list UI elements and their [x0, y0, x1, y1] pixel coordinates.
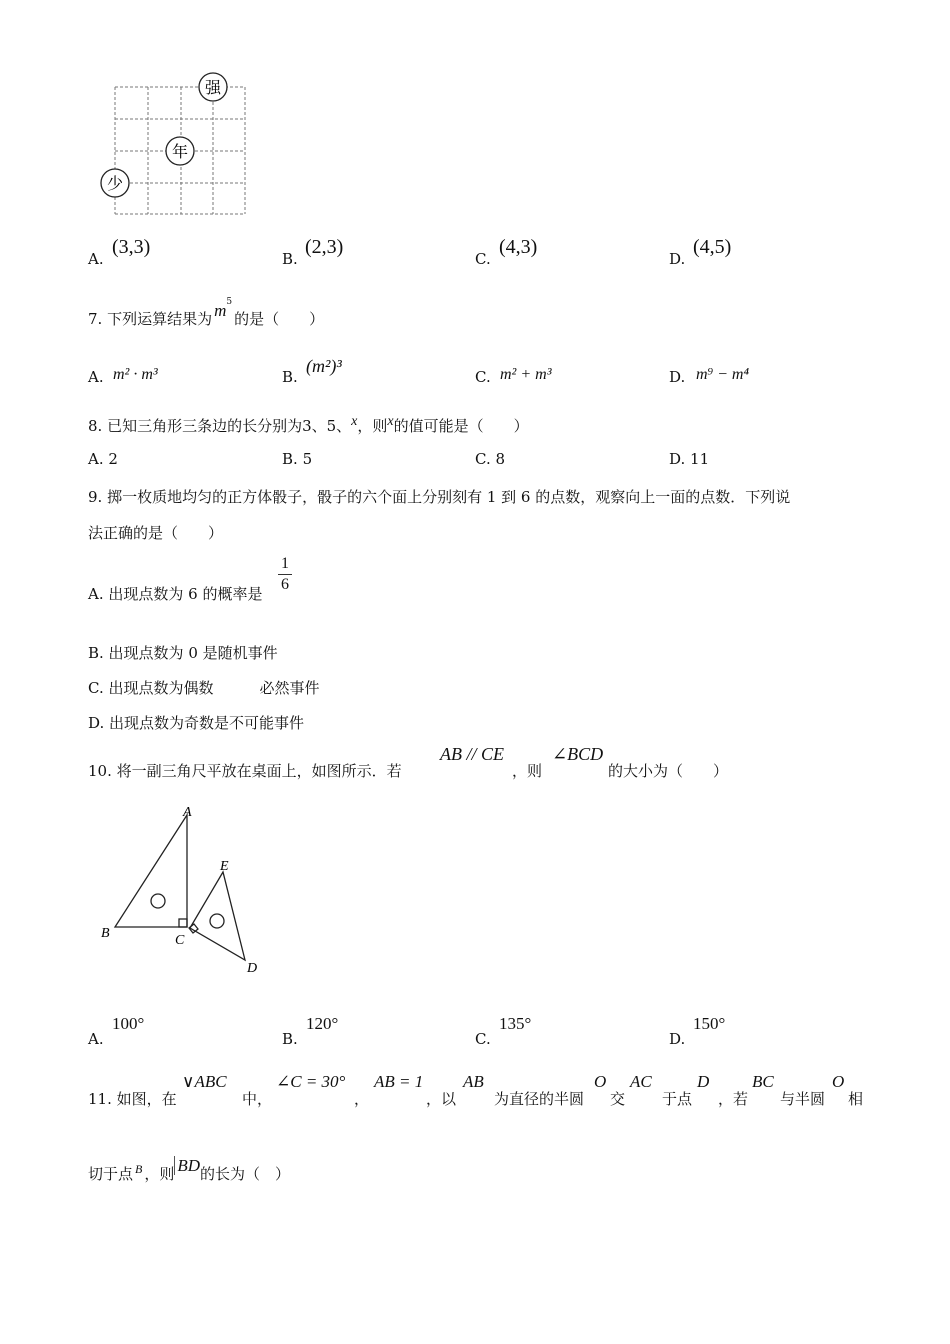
- q7-stem: 7. 下列运算结果为 $m^5$的是（ ）: [88, 297, 325, 328]
- piece-shao: [101, 169, 129, 197]
- label-e: E: [220, 859, 229, 874]
- q8-option-b: B. 5: [282, 450, 313, 468]
- q6-option-a: A.: [88, 250, 104, 268]
- q10-option-a: A.: [88, 1030, 104, 1048]
- arc-bd: BD: [174, 1156, 200, 1175]
- q10-option-d-value: 150°: [693, 1014, 726, 1033]
- ruler-triangle-ced: [190, 872, 245, 960]
- q8-stem: 8. 已知三角形三条边的长分别为3、5、x，则x的值可能是（ ）: [88, 414, 529, 435]
- q10-stem-post: 的大小为（ ）: [608, 762, 729, 780]
- q7-option-d-value: m⁹ − m⁴: [696, 366, 750, 383]
- q11-m5: O: [594, 1072, 607, 1091]
- label-b: B: [101, 926, 110, 941]
- q7-option-a-value: m² · m³: [113, 366, 158, 383]
- q8-option-a: A. 2: [88, 450, 118, 468]
- q7-option-d: D.: [669, 368, 686, 386]
- q10-stem-mid: ，则: [512, 762, 543, 780]
- q11-m2: ∠C = 30°: [276, 1072, 346, 1091]
- label-c: C: [175, 933, 185, 948]
- q6-option-c: C.: [475, 250, 491, 268]
- q9-option-d: D. 出现点数为奇数是不可能事件: [88, 714, 305, 732]
- q9-option-a: A. 出现点数为 6 的概率是: [88, 585, 263, 603]
- q11-m1: ∨ABC: [182, 1072, 227, 1091]
- q11-m9: O: [832, 1072, 845, 1091]
- q11-s3: ，: [354, 1090, 370, 1108]
- q11-m4: AB: [463, 1072, 484, 1091]
- q11-m8: BC: [752, 1072, 774, 1091]
- label-a: A: [183, 805, 192, 820]
- q10-option-c-value: 135°: [499, 1014, 532, 1033]
- label-d: D: [247, 961, 258, 976]
- ruler-hole-1: [151, 894, 165, 908]
- grid-figure: [95, 70, 255, 220]
- q9-option-b: B. 出现点数为 0 是随机事件: [88, 644, 278, 662]
- ruler-hole-2: [210, 914, 224, 928]
- q10-math-parallel: AB // CE: [440, 744, 504, 764]
- q9-stem-line1: 9. 掷一枚质地均匀的正方体骰子，骰子的六个面上分别刻有 1 到 6 的点数，观察向上一面的点数．下列说: [88, 488, 791, 506]
- q11-s10: 相: [848, 1090, 864, 1108]
- q9-stem-line2: 法正确的是（ ）: [88, 524, 224, 542]
- triangle-rulers-figure: [95, 800, 275, 980]
- q11-s1: 11. 如图，在: [88, 1090, 177, 1108]
- q11-s7: 于点: [662, 1090, 693, 1108]
- q9-option-c: C. 出现点数为偶数 必然事件: [88, 679, 320, 697]
- q10-stem: 10. 将一副三角尺平放在桌面上，如图所示．若: [88, 762, 402, 780]
- q7-option-c-value: m² + m³: [500, 366, 552, 383]
- q11-s9: 与半圆: [780, 1090, 826, 1108]
- q6-option-c-value: (4,3): [499, 236, 538, 258]
- ruler-triangle-abc: [115, 815, 187, 927]
- q10-option-c: C.: [475, 1030, 491, 1048]
- q10-option-b-value: 120°: [306, 1014, 339, 1033]
- q11-s5: 为直径的半圆: [494, 1090, 585, 1108]
- fraction-bar: [278, 574, 292, 575]
- q8-option-c: C. 8: [475, 450, 506, 468]
- q6-option-d-value: (4,5): [693, 236, 732, 258]
- fraction-numerator: 1: [281, 555, 289, 572]
- q11-m6: AC: [630, 1072, 652, 1091]
- piece-qiang: [199, 73, 227, 101]
- q11-m7: D: [697, 1072, 710, 1091]
- fraction-denominator: 6: [281, 576, 289, 593]
- q6-option-b: B.: [282, 250, 298, 268]
- q7-option-c: C.: [475, 368, 491, 386]
- q6-option-b-value: (2,3): [305, 236, 344, 258]
- q6-option-a-value: (3,3): [112, 236, 151, 258]
- q7-option-b: B.: [282, 368, 298, 386]
- right-angle-mark: [179, 919, 187, 927]
- q7-option-a: A.: [88, 368, 104, 386]
- q10-option-d: D.: [669, 1030, 686, 1048]
- q8-option-d: D. 11: [669, 450, 710, 468]
- q11-s6: 交: [610, 1090, 626, 1108]
- piece-nian: [166, 137, 194, 165]
- q11-m3: AB = 1: [374, 1072, 424, 1091]
- q11-s2: 中，: [242, 1090, 273, 1108]
- q10-option-b: B.: [282, 1030, 298, 1048]
- q6-option-d: D.: [669, 250, 686, 268]
- q7-option-b-value: (m²)³: [306, 356, 342, 376]
- piece-label-nian: 年: [171, 142, 189, 161]
- piece-label-shao: 少: [106, 174, 124, 193]
- piece-label-qiang: 强: [204, 78, 222, 97]
- q11-s8: ，若: [718, 1090, 749, 1108]
- q10-math-angle: ∠BCD: [552, 744, 604, 764]
- q10-option-a-value: 100°: [112, 1014, 145, 1033]
- q11-s4: ，以: [426, 1090, 457, 1108]
- q11-line2: 切于点 $^B$ ，则 BD的长为（ ）: [88, 1156, 291, 1183]
- q9-fraction: [278, 555, 292, 594]
